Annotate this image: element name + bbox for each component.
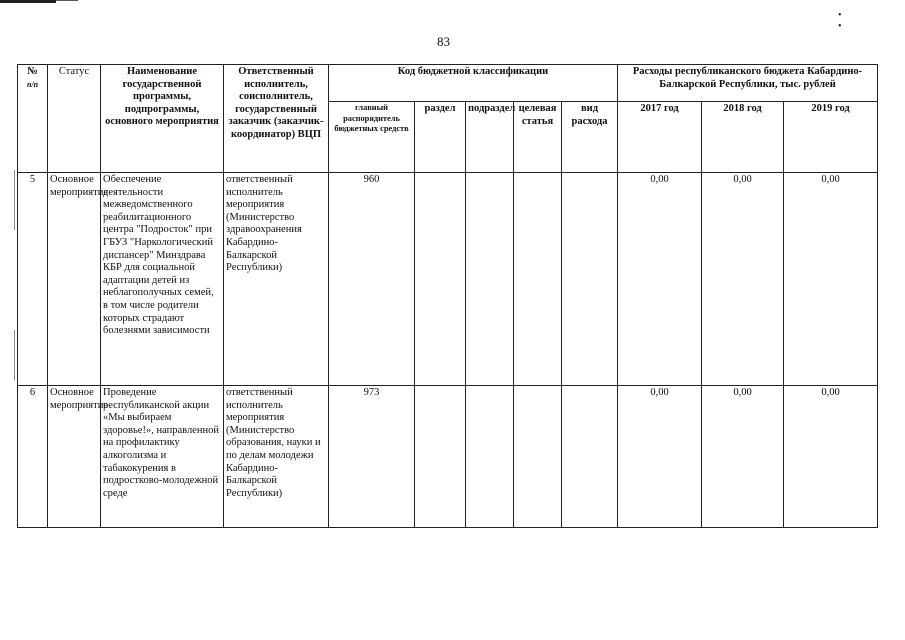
corner-marks: • • — [838, 10, 862, 32]
header-2018: 2018 год — [702, 102, 784, 173]
header-responsible: Ответственный исполнитель, соисполнитель, государственный заказчик (заказчик-координатор) ВЦП — [224, 65, 329, 173]
row-2017: 0,00 — [618, 386, 702, 528]
header-2017: 2017 год — [618, 102, 702, 173]
row-2019: 0,00 — [784, 386, 878, 528]
header-budget-code: Код бюджетной классификации — [329, 65, 618, 102]
header-num-sub: п/п — [26, 79, 39, 89]
row-target-article — [514, 173, 562, 386]
scan-artifact-line — [14, 170, 15, 230]
row-num: 5 — [18, 173, 48, 386]
header-2019: 2019 год — [784, 102, 878, 173]
row-responsible: ответственный исполнитель мероприятия (Министерство здравоохранения Кабардино-Балкарской Республики) — [224, 173, 329, 386]
row-name: Обеспечение деятельности межведомственного реабилитационного центра "Подросток" при ГБУЗ "Наркологический диспансер" Минздрава КБР для социальной адаптации детей из неблагополучных семей, в том числе родители которых страдают болезнями зависимости — [101, 173, 224, 386]
row-subsection — [466, 386, 514, 528]
row-expense-type — [562, 386, 618, 528]
header-target-article: целевая статья — [514, 102, 562, 173]
row-section — [415, 386, 466, 528]
row-2019: 0,00 — [784, 173, 878, 386]
row-2018: 0,00 — [702, 386, 784, 528]
header-section: раздел — [415, 102, 466, 173]
row-expense-type — [562, 173, 618, 386]
row-status: Основное мероприятие — [48, 173, 101, 386]
header-grbs: главный распорядитель бюджетных средств — [329, 102, 415, 173]
header-status: Статус — [48, 65, 101, 173]
header-num-label: № — [27, 66, 38, 77]
row-status: Основное мероприятие — [48, 386, 101, 528]
row-2018: 0,00 — [702, 173, 784, 386]
row-responsible: ответственный исполнитель мероприятия (Министерство образования, науки и по делам молодежи Кабардино-Балкарской Республики) — [224, 386, 329, 528]
header-name: Наименование государственной программы, подпрограммы, основного мероприятия — [101, 65, 224, 173]
scan-edge-line — [56, 0, 78, 1]
budget-table — [17, 64, 878, 528]
header-expense-type: вид расхода — [562, 102, 618, 173]
row-subsection — [466, 173, 514, 386]
scan-edge-line — [0, 0, 56, 3]
header-subsection: подраздел — [466, 102, 514, 173]
row-grbs: 973 — [329, 386, 415, 528]
page-number: 83 — [437, 34, 450, 49]
header-num — [18, 65, 48, 173]
row-name: Проведение республиканской акции «Мы выбираем здоровье!», направленной на профилактику алкоголизма и табакокурения в подростково-молодежной среде — [101, 386, 224, 528]
row-section — [415, 173, 466, 386]
row-grbs: 960 — [329, 173, 415, 386]
row-2017: 0,00 — [618, 173, 702, 386]
header-expenses: Расходы республиканского бюджета Кабардино-Балкарской Республики, тыс. рублей — [618, 65, 878, 102]
row-target-article — [514, 386, 562, 528]
table-row — [18, 173, 878, 386]
row-num: 6 — [18, 386, 48, 528]
table-row — [18, 386, 878, 528]
scan-artifact-line — [14, 330, 15, 380]
